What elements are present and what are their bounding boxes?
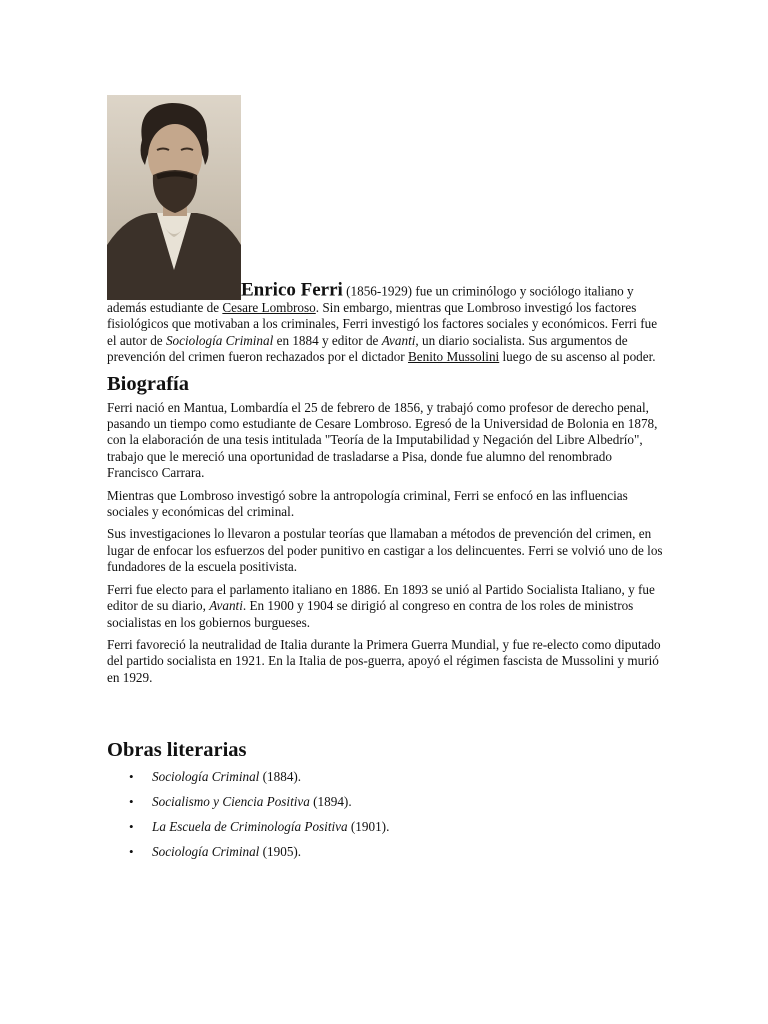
list-item	[107, 844, 663, 860]
work-year: (1894).	[309, 793, 352, 809]
life-dates: (1856-1929)	[346, 283, 413, 299]
works-heading: Obras literarias	[107, 739, 247, 762]
work-title: La Escuela de Criminología Positiva	[152, 818, 348, 834]
list-item	[107, 819, 663, 835]
work-title: Sociología Criminal	[152, 769, 260, 785]
bullet-icon: •	[129, 818, 134, 834]
document-page	[107, 95, 663, 868]
biography-paragraph-2: Mientras que Lombroso investigó sobre la antropología criminal, Ferri se enfocó en las influencias sociales y económicas del criminal.	[107, 487, 628, 520]
bullet-icon: •	[129, 793, 134, 809]
intro-work-title: Sociología Criminal	[165, 332, 274, 348]
biography-p4-text-a: Ferri fue electo para el parlamento italiano en 1886. En 1893 se unió al Partido Socialista Italiano, y fue editor de su diario,	[107, 581, 655, 614]
intro-text-5: luego de su ascenso al poder.	[499, 349, 656, 365]
link-benito-mussolini[interactable]: Benito Mussolini	[407, 349, 500, 365]
work-title: Socialismo y Ciencia Positiva	[152, 793, 310, 809]
intro-text-4: , un diario socialista. Sus argumentos de prevención del crimen fueron rechazados por el dictador	[107, 332, 628, 365]
biography-paragraph-5: Ferri favoreció la neutralidad de Italia durante la Primera Guerra Mundial, y fue re-electo como diputado del partido socialista en 1921. En la Italia de pos-guerra, apoyó el régimen fascista de Mussolini y murió en 1929.	[107, 636, 661, 685]
intro-text-2: . Sin embargo, mientras que Lombroso investigó los factores fisiológicos que motivaban a los criminales, Ferri investigó los factores sociales y económicos. Ferri fue el autor de	[107, 300, 658, 348]
work-year: (1884).	[259, 769, 302, 785]
bullet-icon: •	[129, 769, 134, 785]
work-title: Sociología Criminal	[152, 843, 260, 859]
biography-paragraph-1: Ferri nació en Mantua, Lombardía el 25 de febrero de 1856, y trabajó como profesor de derecho penal, pasando un tiempo como estudiante de Cesare Lombroso. Egresó de la Universidad de Bolonia en 1878, con la elaboración de una tesis intitulada "Teoría de la Imputabilidad y Negación del Libre Albedrío", trabajo que le mereció una oportunidad de trasladarse a Pisa, donde fue alumno del renombrado Francisco Carrara.	[107, 399, 658, 481]
intro-paragraph	[107, 95, 663, 366]
intro-text-3: en 1884 y editor de	[273, 332, 382, 348]
work-year: (1905).	[259, 843, 302, 859]
intro-newspaper-title: Avanti	[381, 332, 416, 348]
list-item	[107, 794, 663, 810]
link-cesare-lombroso[interactable]: Cesare Lombroso	[222, 300, 316, 315]
biography-p4-newspaper: Avanti	[209, 598, 243, 614]
portrait-photo	[107, 95, 241, 300]
biography-p4-text-b: . En 1900 y 1904 se dirigió al congreso en contra de los roles de ministros socialistas en los gobiernos burgueses.	[107, 598, 634, 630]
intro-text-1: fue un criminólogo y sociólogo italiano y además estudiante de	[107, 283, 634, 315]
person-name: Enrico Ferri	[241, 279, 343, 301]
biography-paragraph-4	[107, 582, 663, 631]
biography-paragraph-3: Sus investigaciones lo llevaron a postular teorías que llamaban a métodos de prevención del crimen, en lugar de enfocar los esfuerzos del poder punitivo en castigar a los delincuentes. Ferri se volvió uno de los fundadores de la escuela positivista.	[107, 526, 663, 575]
bullet-icon: •	[129, 843, 134, 859]
works-list	[107, 769, 663, 860]
work-year: (1901).	[347, 818, 390, 834]
list-item	[107, 769, 663, 785]
biography-heading: Biografía	[107, 372, 189, 395]
